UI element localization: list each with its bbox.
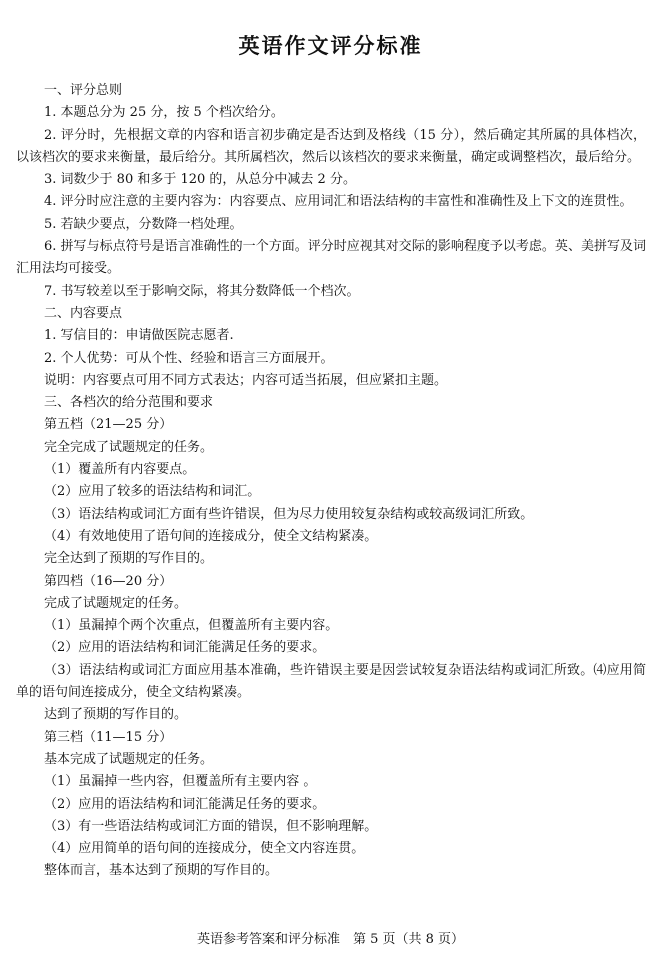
paragraph: （3）有一些语法结构或词汇方面的错误，但不影响理解。	[44, 818, 378, 834]
paragraph: 整体而言，基本达到了预期的写作目的。	[44, 863, 279, 879]
paragraph: （3）语法结构或词汇方面有些许错误，但为尽力使用较复杂结构或较高级词汇所致。	[44, 506, 534, 522]
paragraph: 5. 若缺少要点，分数降一档处理。	[44, 216, 243, 232]
paragraph: 1. 写信目的：申请做医院志愿者.	[44, 328, 234, 344]
paragraph: 达到了预期的写作目的。	[44, 707, 188, 723]
paragraph: （1）覆盖所有内容要点。	[44, 462, 196, 478]
paragraph: 2. 个人优势：可从个性、经验和语言三方面展开。	[44, 350, 334, 366]
document-body	[16, 80, 646, 883]
paragraph: 说明：内容要点可用不同方式表达；内容可适当拓展，但应紧扣主题。	[44, 372, 448, 388]
paragraph: 第五档（21—25 分）	[44, 417, 173, 433]
paragraph: 6. 拼写与标点符号是语言准确性的一个方面。评分时应视其对交际的影响程度予以考虑。英、美拼写及词汇用法均可接受。	[16, 239, 646, 277]
paragraph: （1）虽漏掉一些内容，但覆盖所有主要内容 。	[44, 774, 317, 790]
paragraph: 2. 评分时，先根据文章的内容和语言初步确定是否达到及格线（15 分），然后确定其所属的具体档次，以该档次的要求来衡量，最后给分。其所属档次，然后以该档次的要求来衡量，确定或调整档次，最后给分。	[16, 127, 646, 165]
paragraph: 完成了试题规定的任务。	[44, 595, 188, 611]
paragraph: 1. 本题总分为 25 分，按 5 个档次给分。	[44, 105, 284, 121]
paragraph: 第三档（11—15 分）	[44, 729, 173, 745]
paragraph: 完全完成了试题规定的任务。	[44, 439, 214, 455]
paragraph: 4. 评分时应注意的主要内容为：内容要点、应用词汇和语法结构的丰富性和准确性及上下文的连贯性。	[44, 194, 633, 210]
paragraph: （1）虽漏掉个两个次重点，但覆盖所有主要内容。	[44, 618, 339, 634]
paragraph: （3）语法结构或词汇方面应用基本准确，些许错误主要是因尝试较复杂语法结构或词汇所致。⑷应用简单的语句间连接成分，使全文结构紧凑。	[16, 662, 646, 701]
paragraph: 三、各档次的给分范围和要求	[44, 395, 214, 411]
paragraph: 7. 书写较差以至于影响交际，将其分数降低一个档次。	[44, 283, 360, 299]
paragraph: （2）应用了较多的语法结构和词汇。	[44, 484, 261, 500]
paragraph: （2）应用的语法结构和词汇能满足任务的要求。	[44, 796, 326, 812]
paragraph: 第四档（16—20 分）	[44, 573, 173, 589]
page-title: 英语作文评分标准	[238, 34, 423, 58]
paragraph: 基本完成了试题规定的任务。	[44, 751, 214, 767]
paragraph: （2）应用的语法结构和词汇能满足任务的要求。	[44, 640, 326, 656]
paragraph: 二、内容要点	[44, 305, 123, 321]
paragraph: （4）有效地使用了语句间的连接成分，使全文结构紧凑。	[44, 528, 378, 544]
paragraph: 完全达到了预期的写作目的。	[44, 551, 214, 567]
page-footer: 英语参考答案和评分标准 第 5 页（共 8 页）	[196, 932, 465, 947]
paragraph: 一、评分总则	[44, 83, 123, 98]
paragraph: 3. 词数少于 80 和多于 120 的，从总分中减去 2 分。	[44, 172, 356, 188]
paragraph: （4）应用简单的语句间的连接成分，使全文内容连贯。	[44, 841, 365, 857]
